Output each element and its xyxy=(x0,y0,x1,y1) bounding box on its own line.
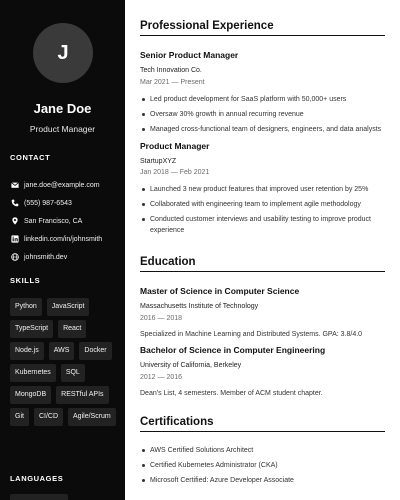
job-company: Tech Innovation Co. xyxy=(140,67,202,74)
contact-phone-text: (555) 987-6543 xyxy=(24,199,72,207)
contact-website[interactable] xyxy=(10,248,122,266)
skill-chip: RESTful APIs xyxy=(56,386,108,404)
list-item: Certified Kubernetes Administrator (CKA) xyxy=(140,460,385,471)
contact-linkedin-text: linkedin.com/in/johnsmith xyxy=(24,235,103,243)
location-pin-icon xyxy=(10,216,20,226)
skill-chip: CI/CD xyxy=(34,408,63,426)
education-dates: 2016 — 2018 xyxy=(140,315,183,322)
job-bullets xyxy=(140,184,385,240)
profile-name: Jane Doe xyxy=(33,101,92,116)
skill-chip: Kubernetes xyxy=(10,364,56,382)
school-name: University of California, Berkeley xyxy=(140,362,242,369)
skill-chip: Docker xyxy=(79,342,111,360)
skill-chip: TypeScript xyxy=(10,320,53,338)
job-company: StartupXYZ xyxy=(140,158,177,165)
contact-phone[interactable] xyxy=(10,194,122,212)
contact-email[interactable] xyxy=(10,176,122,194)
linkedin-icon xyxy=(10,234,20,244)
experience-heading: Professional Experience xyxy=(140,20,385,36)
education-dates: 2012 — 2016 xyxy=(140,374,183,381)
certifications-list xyxy=(140,445,385,490)
contact-list xyxy=(10,176,122,266)
skill-chip: Agile/Scrum xyxy=(68,408,116,426)
education-description: Dean's List, 4 semesters. Member of ACM student chapter. xyxy=(140,390,323,397)
language-chip xyxy=(10,494,68,500)
skill-chip: React xyxy=(58,320,86,338)
list-item: Conducted customer interviews and usability testing to improve product experience xyxy=(140,214,385,236)
list-item: AWS Certified Solutions Architect xyxy=(140,445,385,456)
languages-heading: LANGUAGES xyxy=(10,474,64,483)
list-item: Collaborated with engineering team to implement agile methodology xyxy=(140,199,385,210)
skill-chip: Git xyxy=(10,408,29,426)
degree-title: Bachelor of Science in Computer Engineering xyxy=(140,345,326,355)
contact-heading: CONTACT xyxy=(10,153,51,162)
job-bullets xyxy=(140,94,385,139)
profile-title: Product Manager xyxy=(29,124,96,134)
skill-chip: SQL xyxy=(61,364,85,382)
list-item: Microsoft Certified: Azure Developer Associate xyxy=(140,475,385,486)
skill-chip: AWS xyxy=(49,342,75,360)
contact-location xyxy=(10,212,122,230)
list-item: Managed cross-functional team of designers, engineers, and data analysts xyxy=(140,124,385,135)
skill-chip: MongoDB xyxy=(10,386,51,404)
skill-chip: Python xyxy=(10,298,42,316)
contact-email-text: jane.doe@example.com xyxy=(24,181,100,189)
degree-title: Master of Science in Computer Science xyxy=(140,286,300,296)
contact-location-text: San Francisco, CA xyxy=(24,217,83,225)
education-description: Specialized in Machine Learning and Distributed Systems. GPA: 3.8/4.0 xyxy=(140,331,363,338)
skill-chip: JavaScript xyxy=(47,298,90,316)
education-heading: Education xyxy=(140,256,385,272)
job-title: Senior Product Manager xyxy=(140,50,239,60)
contact-website-text: johnsmith.dev xyxy=(24,253,68,261)
sidebar xyxy=(0,0,125,500)
list-item: Oversaw 30% growth in annual recurring revenue xyxy=(140,109,385,120)
job-dates: Mar 2021 — Present xyxy=(140,79,205,86)
job-title: Product Manager xyxy=(140,141,210,151)
avatar: J xyxy=(33,23,93,83)
school-name: Massachusetts Institute of Technology xyxy=(140,303,259,310)
job-dates: Jan 2018 — Feb 2021 xyxy=(140,169,210,176)
email-icon xyxy=(10,180,20,190)
phone-icon xyxy=(10,198,20,208)
skills-list xyxy=(10,298,122,426)
list-item: Led product development for SaaS platform with 50,000+ users xyxy=(140,94,385,105)
skills-heading: SKILLS xyxy=(10,276,41,285)
skill-chip: Node.js xyxy=(10,342,44,360)
list-item: Launched 3 new product features that improved user retention by 25% xyxy=(140,184,385,195)
certifications-heading: Certifications xyxy=(140,416,385,432)
contact-linkedin[interactable] xyxy=(10,230,122,248)
globe-icon xyxy=(10,252,20,262)
